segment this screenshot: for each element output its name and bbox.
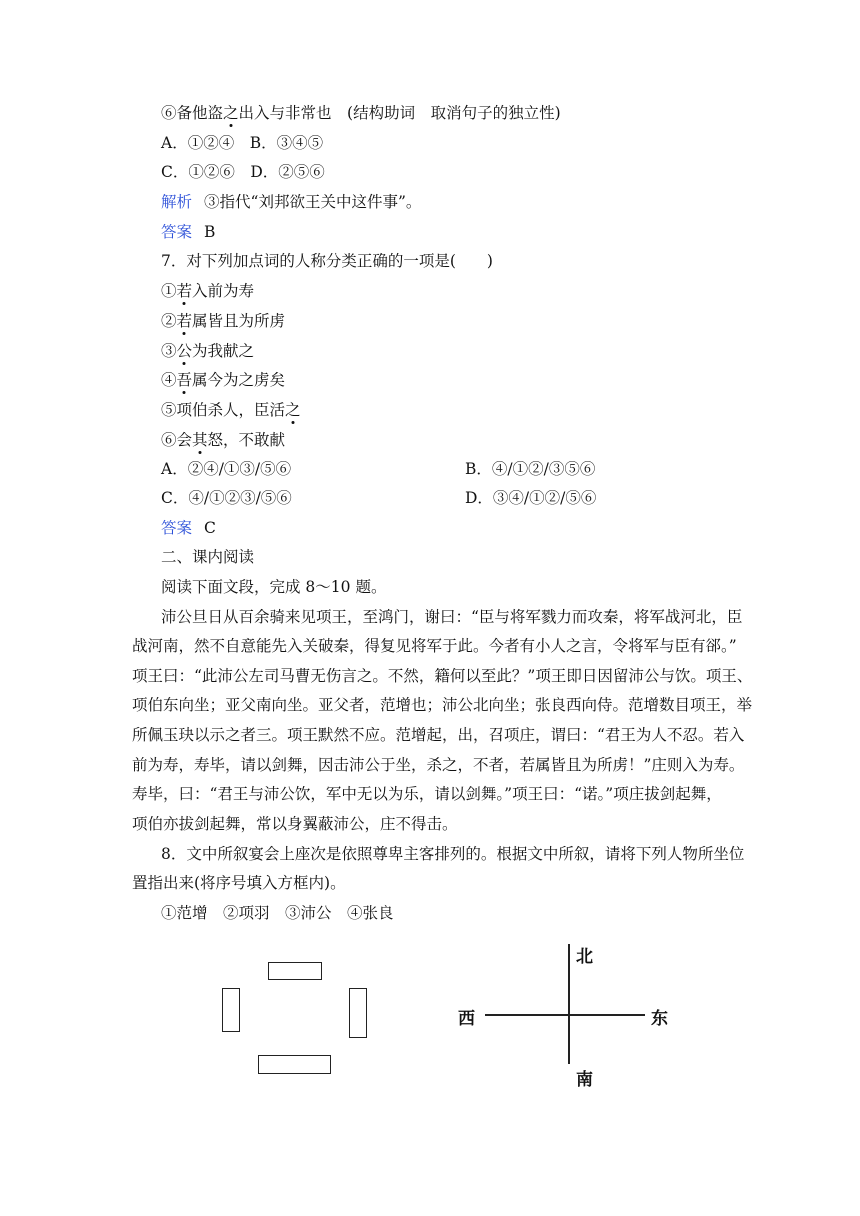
q8-stem: 8．文中所叙宴会上座次是依照尊卑主客排列的。根据文中所叙，请将下列人物所坐位 bbox=[161, 845, 745, 863]
q7-item: ①若入前为寿 bbox=[161, 282, 255, 300]
compass-west-label: 西 bbox=[458, 1009, 475, 1029]
q7-stem: 7．对下列加点词的人称分类正确的一项是( ) bbox=[161, 252, 493, 270]
section-heading: 二、课内阅读 bbox=[161, 548, 255, 566]
q6-analysis: 解析 ③指代“刘邦欲王关中这件事”。 bbox=[161, 193, 422, 211]
seat-box-north[interactable] bbox=[268, 962, 322, 980]
passage-line: 寿毕，曰：“君王与沛公饮，军中无以为乐，请以剑舞。”项王曰：“诺。”项庄拔剑起舞， bbox=[132, 785, 722, 803]
compass-east-label: 东 bbox=[651, 1009, 668, 1029]
answer-label: 答案 bbox=[161, 223, 193, 241]
dotted-char: 之 bbox=[223, 104, 239, 122]
q7-item: ⑤项伯杀人，臣活之 bbox=[161, 401, 301, 419]
q7-option-b: B．④/①②/③⑤⑥ bbox=[465, 460, 596, 478]
passage-line: 沛公旦日从百余骑来见项王，至鸿门，谢曰：“臣与将军戮力而攻秦，将军战河北，臣 bbox=[161, 608, 743, 626]
compass-north-label: 北 bbox=[576, 947, 593, 967]
q7-option-c: C．④/①②③/⑤⑥ bbox=[161, 489, 292, 507]
answer-label: 答案 bbox=[161, 519, 193, 537]
passage-line: 前为寿，寿毕，请以剑舞，因击沛公于坐，杀之，不者，若属皆且为所虏！”庄则入为寿。 bbox=[132, 756, 745, 774]
q7-item: ⑥会其怒，不敢献 bbox=[161, 431, 286, 449]
q7-item: ④吾属今为之虏矣 bbox=[161, 371, 286, 389]
compass-south-label: 南 bbox=[576, 1070, 593, 1090]
section-instruction: 阅读下面文段，完成 8～10 题。 bbox=[161, 578, 387, 596]
q6-options-ab: A．①②④ B．③④⑤ bbox=[161, 134, 324, 152]
q7-option-d: D．③④/①②/⑤⑥ bbox=[465, 489, 597, 507]
q7-answer: 答案 C bbox=[161, 519, 216, 537]
q8-stem-cont: 置指出来(将序号填入方框内)。 bbox=[132, 874, 346, 892]
seat-box-east[interactable] bbox=[349, 988, 367, 1038]
q6-item-6: ⑥备他盗之出入与非常也 (结构助词 取消句子的独立性) bbox=[161, 104, 561, 122]
analysis-label: 解析 bbox=[161, 193, 193, 211]
seat-box-west[interactable] bbox=[222, 988, 240, 1032]
passage-line: 项王曰：“此沛公左司马曹无伤言之。不然，籍何以至此？”项王即日因留沛公与饮。项王、 bbox=[132, 667, 753, 685]
seat-box-south[interactable] bbox=[258, 1055, 331, 1074]
q7-item: ②若属皆且为所虏 bbox=[161, 312, 286, 330]
q8-people: ①范增 ②项羽 ③沛公 ④张良 bbox=[161, 904, 394, 922]
compass-horizontal-line bbox=[485, 1014, 645, 1016]
compass-vertical-line bbox=[568, 944, 570, 1064]
q7-option-a: A．②④/①③/⑤⑥ bbox=[161, 460, 292, 478]
passage-line: 项伯东向坐；亚父南向坐。亚父者，范增也；沛公北向坐；张良西向侍。范增数目项王，举 bbox=[132, 696, 753, 714]
q7-item: ③公为我献之 bbox=[161, 342, 255, 360]
q6-answer: 答案 B bbox=[161, 223, 216, 241]
passage-line: 战河南，然不自意能先入关破秦，得复见将军于此。今者有小人之言，令将军与臣有郤。” bbox=[132, 637, 737, 655]
q6-options-cd: C．①②⑥ D．②⑤⑥ bbox=[161, 163, 325, 181]
passage-line: 所佩玉玦以示之者三。项王默然不应。范增起，出，召项庄，谓曰：“君王为人不忍。若入 bbox=[132, 726, 745, 744]
passage-line: 项伯亦拔剑起舞，常以身翼蔽沛公，庄不得击。 bbox=[132, 815, 458, 833]
